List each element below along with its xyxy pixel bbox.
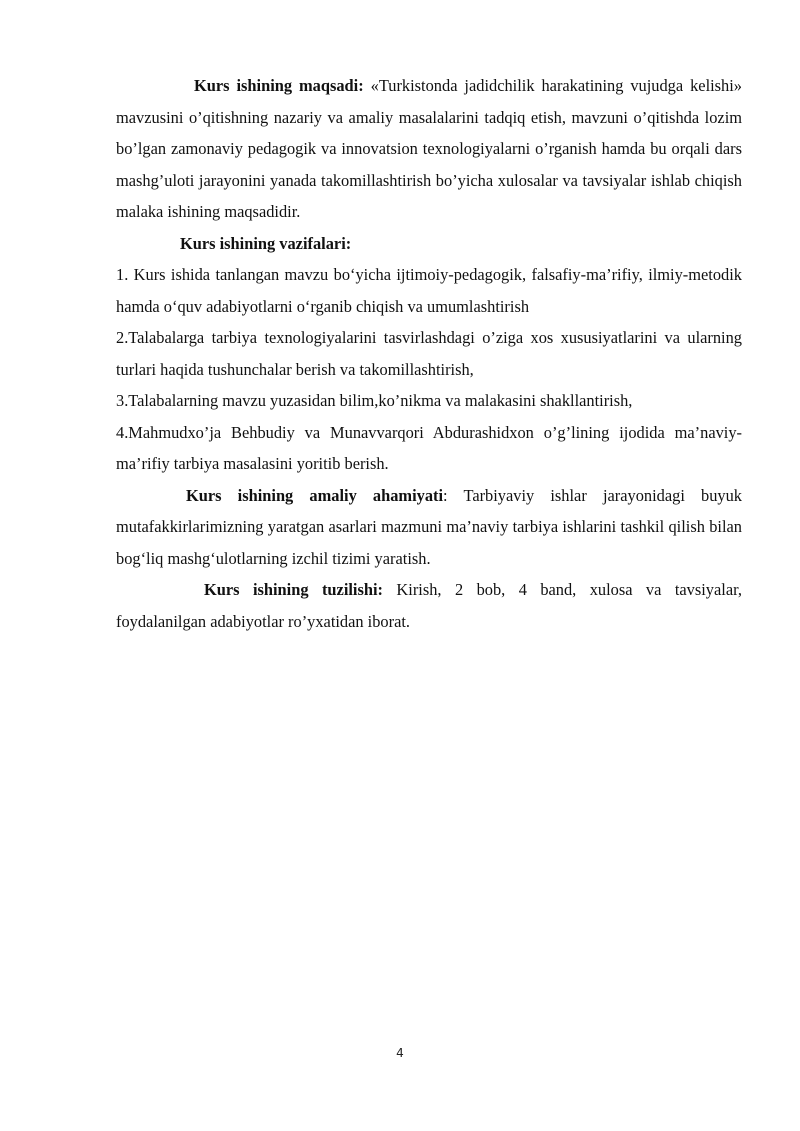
task-item-4: 4.Mahmudxo’ja Behbudiy va Munavvarqori Abdurashidxon o’g’lining ijodida ma’naviy-ma’rifiy tarbiya masalasini yoritib berish. [116, 422, 742, 473]
significance-paragraph [116, 480, 742, 575]
significance-heading: Kurs ishining amaliy ahamiyati [186, 485, 444, 505]
purpose-text: «Turkistonda jadidchilik harakatining vujudga kelishi» mavzusini o’qitishning nazariy va amaliy masalalarini tadqiq etish, mavzuni o’qitishda lozim bo’lgan zamonaviy pedagogik va innovatsion texnologiyalarni o’rganish hamda bu orqali dars mashg’uloti jarayonini yanada takomillashtirish bo’yicha xulosalar va tavsiyalar ishlab chiqish malaka ishining maqsadidir. [116, 76, 743, 221]
purpose-paragraph [116, 70, 742, 228]
purpose-heading: Kurs ishining maqsadi: [194, 76, 364, 95]
structure-paragraph [116, 574, 742, 637]
structure-text: Kirish, 2 bob, 4 band, xulosa va tavsiyalar, foydalanilgan adabiyotlar ro’yxatidan iborat. [116, 580, 742, 631]
task-item-3: 3.Talabalarning mavzu yuzasidan bilim,ko’nikma va malakasini shakllantirish, [116, 391, 633, 410]
page-number: 4 [396, 1046, 404, 1060]
significance-text: : Tarbiyaviy ishlar jarayonidagi buyuk mutafakkirlarimizning yaratgan asarlari mazmuni ma’naviy tarbiya ishlarini tashkil qilish bilan bog‘liq mashg‘ulotlarning izchil tizimi yaratish. [116, 485, 743, 568]
structure-heading: Kurs ishining tuzilishi: [204, 580, 383, 599]
tasks-heading: Kurs ishining vazifalari: [180, 233, 352, 253]
document-page [116, 70, 742, 637]
task-item-2: 2.Talabalarga tarbiya texnologiyalarini tasvirlashdagi o’ziga xos xususiyatlarini va ularning turlari haqida tushunchalar berish va takomillashtirish, [116, 328, 742, 379]
task-item-1: 1. Kurs ishida tanlangan mavzu bo‘yicha ijtimoiy-pedagogik, falsafiy-ma’rifiy, ilmiy-metodik hamda o‘quv adabiyotlarni o‘rganib chiqish va umumlashtirish [116, 265, 742, 316]
